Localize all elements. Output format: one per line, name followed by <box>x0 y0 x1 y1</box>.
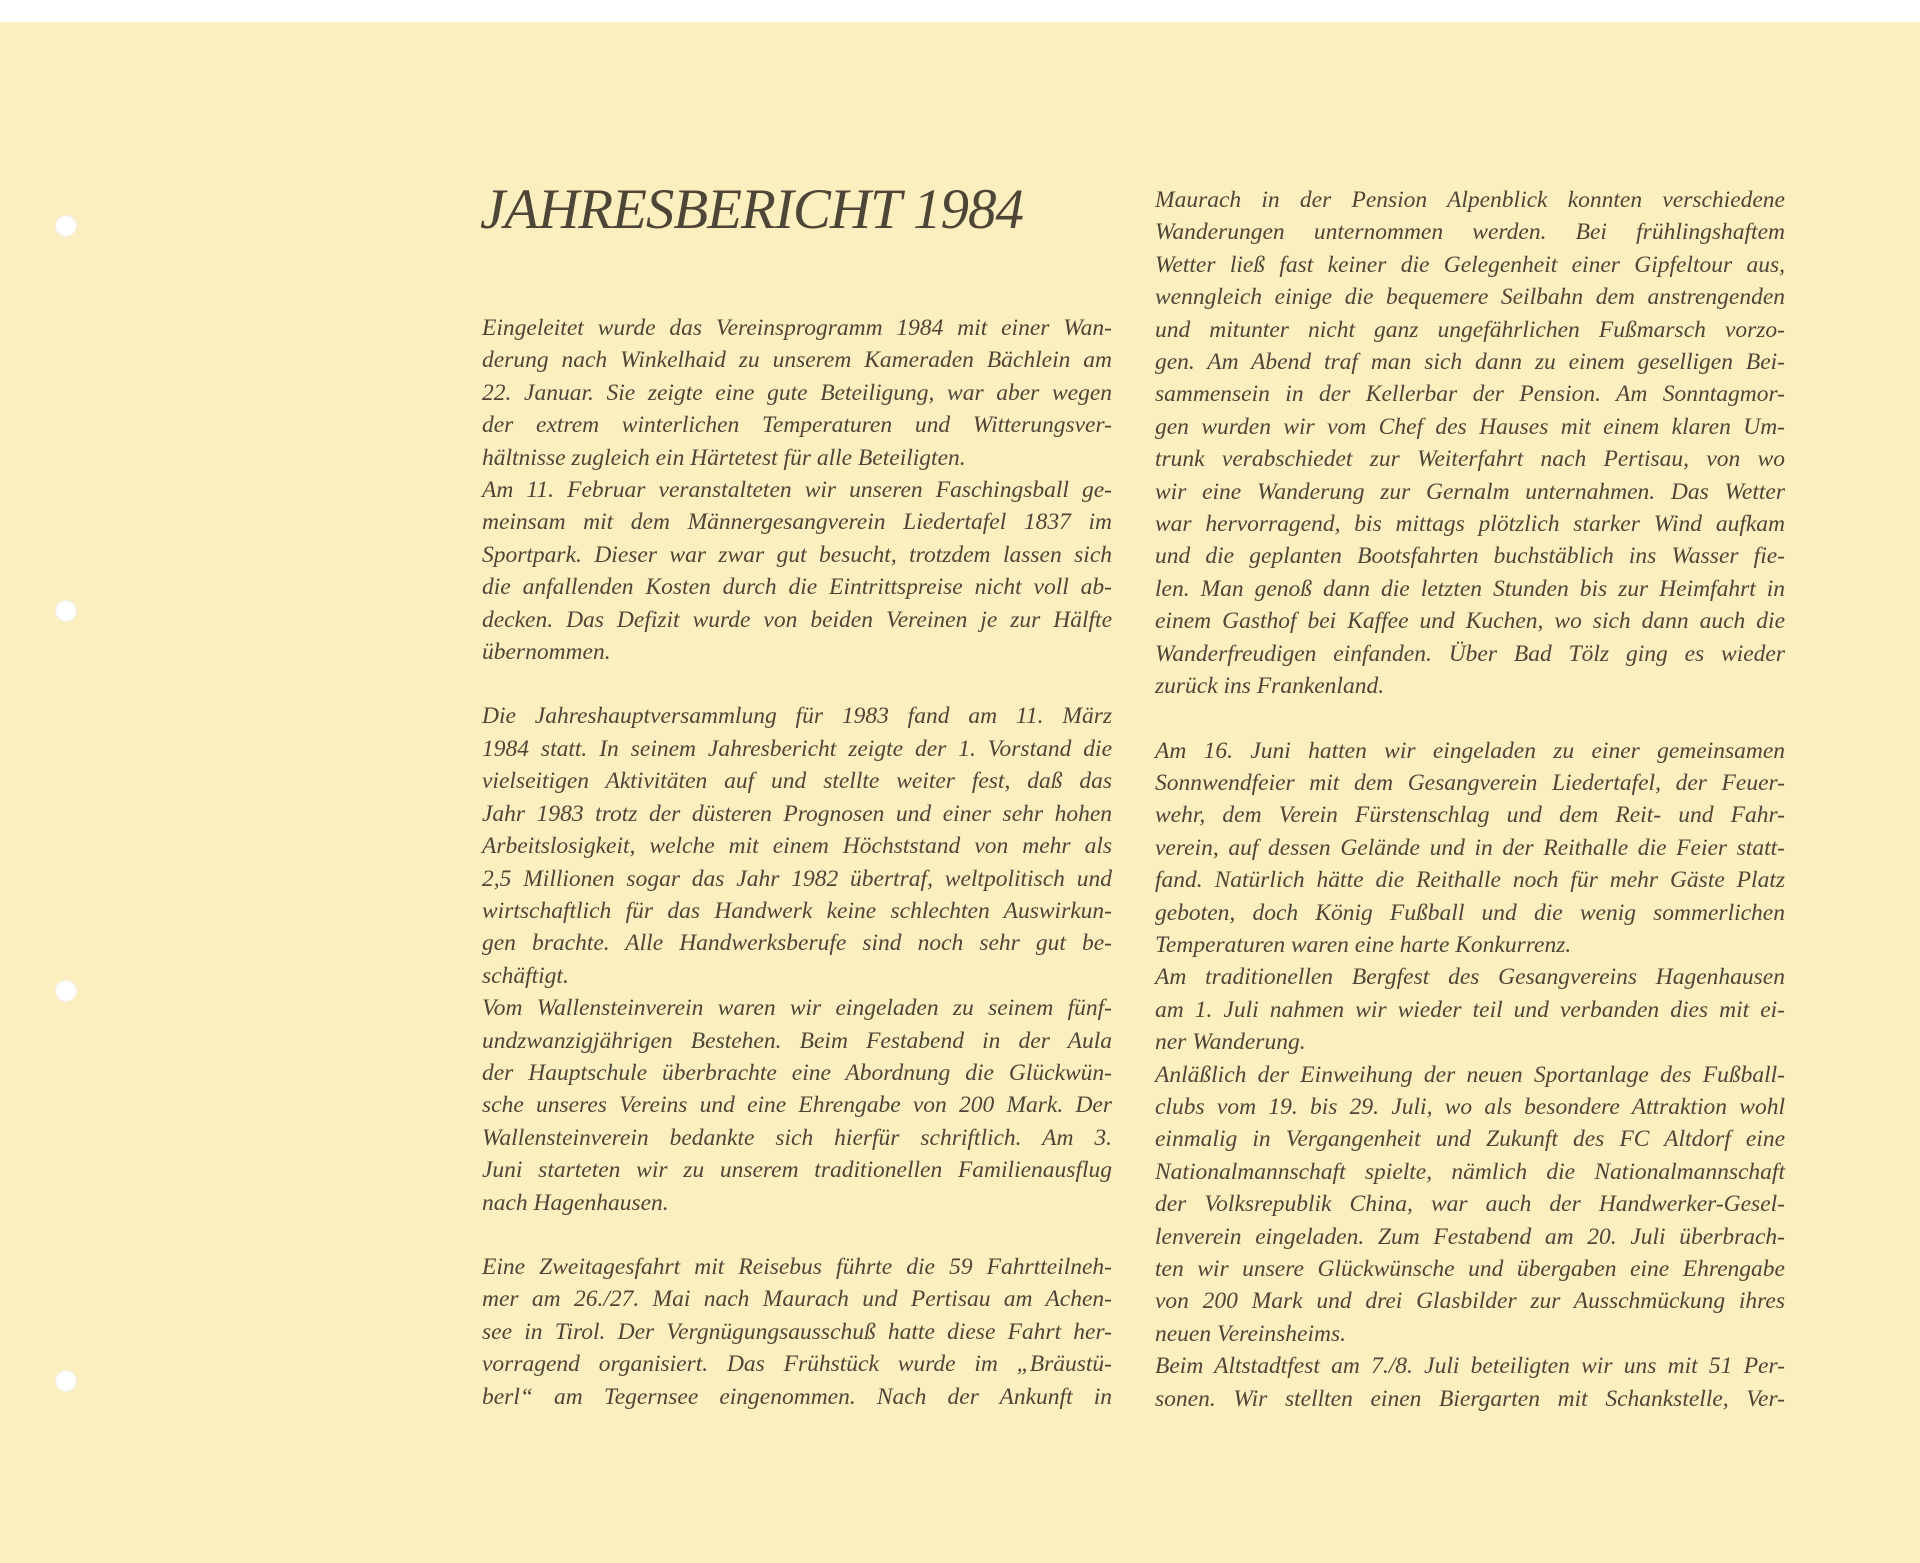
text-line: sonen. Wir stellten einen Biergarten mit Schankstelle, Ver- <box>1155 1385 1785 1412</box>
text-line: Wetter ließ fast keiner die Gelegenheit einer Gipfeltour aus, <box>1155 251 1785 278</box>
text-line: Eine Zweitagesfahrt mit Reisebus führte die 59 Fahrtteilneh- <box>482 1253 1112 1280</box>
text-line: vorragend organisiert. Das Frühstück wurde im „Bräustü- <box>482 1351 1112 1378</box>
text-line: die anfallenden Kosten durch die Eintrittspreise nicht voll ab- <box>482 574 1112 601</box>
text-line: undzwanzigjährigen Bestehen. Beim Festabend in der Aula <box>482 1027 1112 1054</box>
text-line: decken. Das Defizit wurde von beiden Vereinen je zur Hälfte <box>482 606 1112 633</box>
text-line: einem Gasthof bei Kaffee und Kuchen, wo sich dann auch die <box>1155 608 1785 635</box>
text-line: Jahr 1983 trotz der düsteren Prognosen und einer sehr hohen <box>482 800 1112 827</box>
text-line: nach Hagenhausen. <box>482 1189 669 1216</box>
text-line: hältnisse zugleich ein Härtetest für alle Beteiligten. <box>482 444 966 471</box>
text-line: fand. Natürlich hätte die Reithalle noch für mehr Gäste Platz <box>1155 867 1785 894</box>
text-line: sammensein in der Kellerbar der Pension. Am Sonntagmor- <box>1155 381 1785 408</box>
text-line: Vom Wallensteinverein waren wir eingeladen zu seinem fünf- <box>482 995 1112 1022</box>
text-line: Wanderungen unternommen werden. Bei frühlingshaftem <box>1155 219 1785 246</box>
punch-hole <box>55 600 77 622</box>
right-text-column <box>1155 184 1785 1415</box>
text-line: am 1. Juli nahmen wir wieder teil und verbanden dies mit ei- <box>1155 996 1785 1023</box>
text-line: Wanderfreudigen einfanden. Über Bad Tölz ging es wieder <box>1155 640 1785 667</box>
text-line: neuen Vereinsheims. <box>1155 1320 1346 1347</box>
text-line: Am traditionellen Bergfest des Gesangvereins Hagenhausen <box>1155 964 1785 991</box>
text-line: einmalig in Vergangenheit und Zukunft des FC Altdorf eine <box>1155 1126 1785 1153</box>
text-line: Maurach in der Pension Alpenblick konnten verschiedene <box>1155 187 1785 213</box>
text-line: mer am 26./27. Mai nach Maurach und Pertisau am Achen- <box>482 1286 1112 1313</box>
text-line: verein, auf dessen Gelände und in der Reithalle die Feier statt- <box>1155 834 1785 861</box>
text-line: meinsam mit dem Männergesangverein Liedertafel 1837 im <box>482 509 1112 536</box>
text-line: war hervorragend, bis mittags plötzlich starker Wind aufkam <box>1155 511 1785 538</box>
text-line: schäftigt. <box>482 962 569 989</box>
text-line: gen. Am Abend traf man sich dann zu einem geselligen Bei- <box>1155 349 1785 376</box>
text-line: derung nach Winkelhaid zu unserem Kameraden Bächlein am <box>482 347 1112 374</box>
text-line: der extrem winterlichen Temperaturen und Witterungsver- <box>482 412 1112 439</box>
text-line: wirtschaftlich für das Handwerk keine schlechten Auswirkun- <box>482 897 1112 924</box>
text-line: 22. Januar. Sie zeigte eine gute Beteiligung, war aber wegen <box>482 379 1112 406</box>
text-line: Eingeleitet wurde das Vereinsprogramm 1984 mit einer Wan- <box>482 315 1112 341</box>
text-line: Sportpark. Dieser war zwar gut besucht, trotzdem lassen sich <box>482 541 1112 568</box>
text-line: wehr, dem Verein Fürstenschlag und dem Reit- und Fahr- <box>1155 802 1785 829</box>
text-line: Am 11. Februar veranstalteten wir unseren Faschingsball ge- <box>482 477 1112 504</box>
left-text-column <box>482 312 1112 1413</box>
text-line: Nationalmannschaft spielte, nämlich die Nationalmannschaft <box>1155 1158 1785 1185</box>
text-line: 1984 statt. In seinem Jahresbericht zeigte der 1. Vorstand die <box>482 735 1112 762</box>
text-line: zurück ins Frankenland. <box>1155 673 1385 700</box>
text-line: vielseitigen Aktivitäten auf und stellte weiter fest, daß das <box>482 768 1112 795</box>
text-line: clubs vom 19. bis 29. Juli, wo als besondere Attraktion wohl <box>1155 1093 1785 1120</box>
text-line: von 200 Mark und drei Glasbilder zur Ausschmückung ihres <box>1155 1288 1785 1315</box>
text-line: sche unseres Vereins und eine Ehrengabe von 200 Mark. Der <box>482 1092 1112 1119</box>
text-line: geboten, doch König Fußball und die wenig sommerlichen <box>1155 899 1785 926</box>
text-line: Wallensteinverein bedankte sich hierfür schriftlich. Am 3. <box>482 1124 1112 1151</box>
punch-hole <box>55 980 77 1002</box>
text-line: Beim Altstadtfest am 7./8. Juli beteiligten wir uns mit 51 Per- <box>1155 1353 1785 1380</box>
text-line: wir eine Wanderung zur Gernalm unternahmen. Das Wetter <box>1155 478 1785 505</box>
text-line: der Volksrepublik China, war auch der Handwerker-Gesel- <box>1155 1191 1785 1218</box>
text-line: Temperaturen waren eine harte Konkurrenz. <box>1155 931 1572 958</box>
text-line: der Hauptschule überbrachte eine Abordnung die Glückwün- <box>482 1059 1112 1086</box>
text-line: 2,5 Millionen sogar das Jahr 1982 übertraf, weltpolitisch und <box>482 865 1112 892</box>
text-line: und die geplanten Bootsfahrten buchstäblich ins Wasser fie- <box>1155 543 1785 570</box>
text-line: und mitunter nicht ganz ungefährlichen Fußmarsch vorzo- <box>1155 316 1785 343</box>
text-line: Anläßlich der Einweihung der neuen Sportanlage des Fußball- <box>1155 1061 1785 1088</box>
punch-hole <box>55 215 77 237</box>
text-line: ner Wanderung. <box>1155 1029 1306 1056</box>
text-line: lenverein eingeladen. Zum Festabend am 20. Juli überbrach- <box>1155 1223 1785 1250</box>
text-line: wenngleich einige die bequemere Seilbahn dem anstrengenden <box>1155 284 1785 311</box>
text-line: Sonnwendfeier mit dem Gesangverein Liedertafel, der Feuer- <box>1155 769 1785 796</box>
text-line: len. Man genoß dann die letzten Stunden bis zur Heimfahrt in <box>1155 575 1785 602</box>
text-line: Juni starteten wir zu unserem traditionellen Familienausflug <box>482 1157 1112 1184</box>
text-line: übernommen. <box>482 639 611 666</box>
punch-hole <box>55 1370 77 1392</box>
text-line: berl“ am Tegernsee eingenommen. Nach der Ankunft in <box>482 1383 1112 1410</box>
text-line: gen brachte. Alle Handwerksberufe sind noch sehr gut be- <box>482 930 1112 957</box>
text-line: ten wir unsere Glückwünsche und übergaben eine Ehrengabe <box>1155 1256 1785 1282</box>
text-line: Die Jahreshauptversammlung für 1983 fand am 11. März <box>482 703 1112 730</box>
page-title: JAHRESBERICHT 1984 <box>480 178 1023 241</box>
text-line: see in Tirol. Der Vergnügungsausschuß hatte diese Fahrt her- <box>482 1318 1112 1345</box>
text-line: trunk verabschiedet zur Weiterfahrt nach Pertisau, von wo <box>1155 446 1785 473</box>
text-line: Am 16. Juni hatten wir eingeladen zu einer gemeinsamen <box>1155 737 1785 764</box>
text-line: gen wurden wir vom Chef des Hauses mit einem klaren Um- <box>1155 413 1785 440</box>
text-line: Arbeitslosigkeit, welche mit einem Höchststand von mehr als <box>482 833 1112 860</box>
